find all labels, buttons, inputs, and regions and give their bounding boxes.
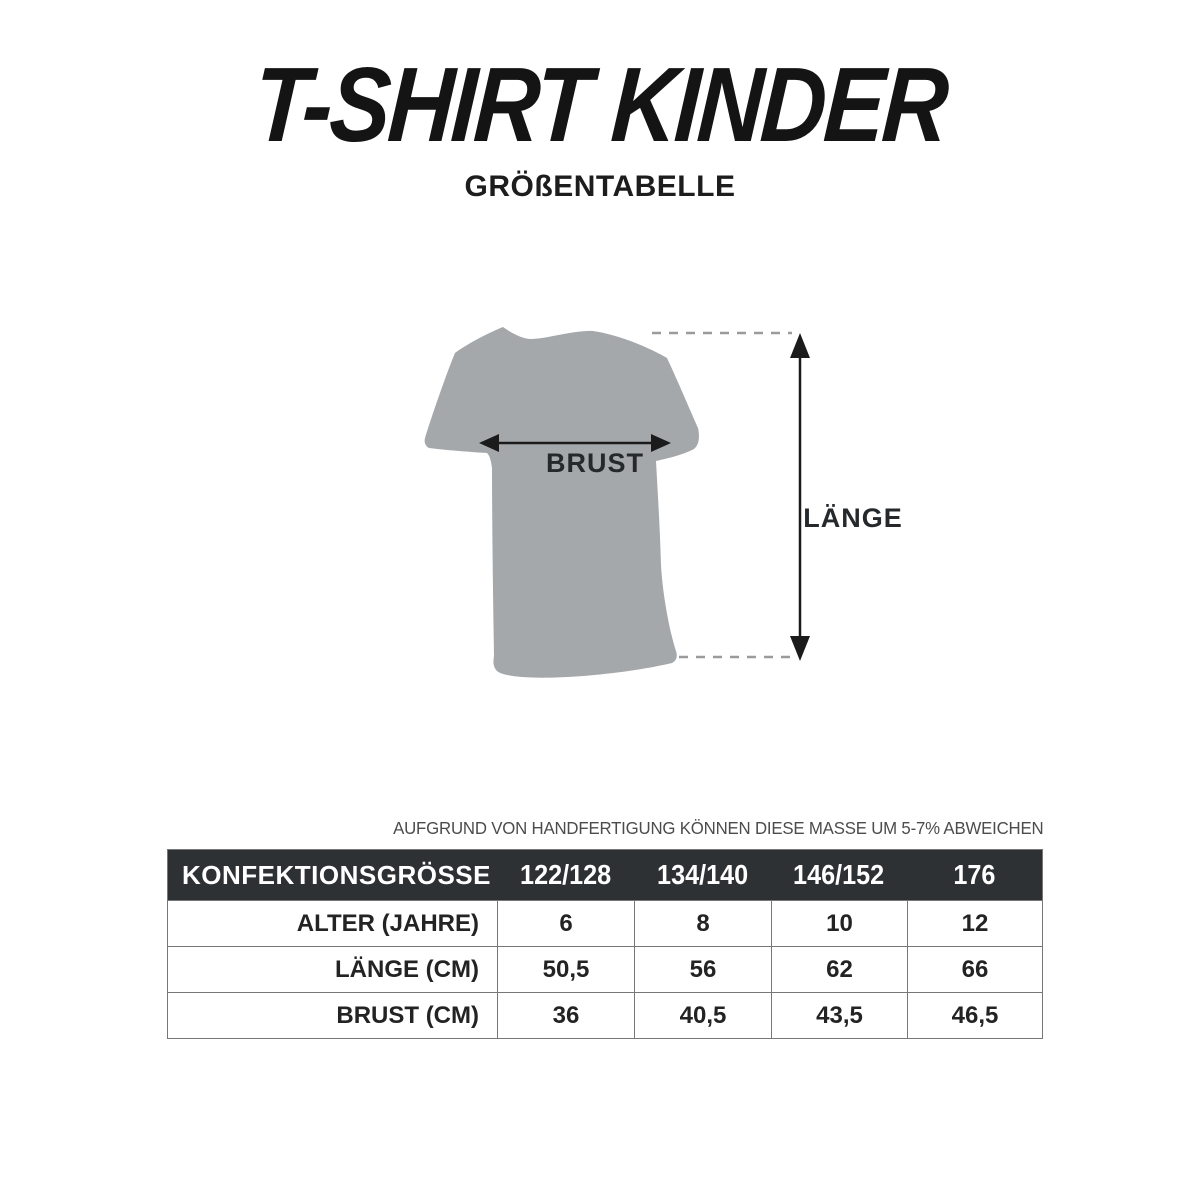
length-label: LÄNGE bbox=[803, 503, 903, 533]
length-arrow-icon bbox=[790, 333, 810, 661]
page-title-text: T-SHIRT KINDER bbox=[250, 46, 950, 164]
table-cell-chest-1: 36 bbox=[497, 992, 634, 1038]
tolerance-note bbox=[167, 818, 1043, 839]
table-cell-length-2: 56 bbox=[634, 946, 771, 992]
size-table-header-label: KONFEKTIONSGRÖSSE bbox=[168, 850, 497, 900]
tshirt-silhouette-icon bbox=[425, 327, 699, 678]
table-cell-chest-3: 43,5 bbox=[771, 992, 907, 1038]
table-cell-age-4: 12 bbox=[907, 900, 1042, 946]
size-table-header-col1: 122/128 bbox=[497, 850, 634, 900]
tolerance-note-text: AUFGRUND VON HANDFERTIGUNG KÖNNEN DIESE MASSE UM 5-7% ABWEICHEN bbox=[392, 818, 1043, 838]
size-table-header-col3: 146/152 bbox=[771, 850, 907, 900]
table-cell-age-1: 6 bbox=[497, 900, 634, 946]
table-cell-length-1: 50,5 bbox=[497, 946, 634, 992]
table-row-label-chest: BRUST (CM) bbox=[168, 992, 497, 1038]
table-cell-chest-2: 40,5 bbox=[634, 992, 771, 1038]
table-cell-length-3: 62 bbox=[771, 946, 907, 992]
size-table bbox=[167, 849, 1043, 1039]
size-table-header-col2: 134/140 bbox=[634, 850, 771, 900]
size-table-header-col4: 176 bbox=[907, 850, 1042, 900]
table-row-label-age: ALTER (JAHRE) bbox=[168, 900, 497, 946]
table-cell-chest-4: 46,5 bbox=[907, 992, 1042, 1038]
tshirt-measurement-diagram bbox=[380, 300, 920, 700]
page-title bbox=[0, 46, 1200, 164]
table-cell-age-2: 8 bbox=[634, 900, 771, 946]
table-cell-length-4: 66 bbox=[907, 946, 1042, 992]
table-row-label-length: LÄNGE (CM) bbox=[168, 946, 497, 992]
table-cell-age-3: 10 bbox=[771, 900, 907, 946]
page-subtitle: GRÖßENTABELLE bbox=[464, 170, 736, 203]
chest-label: BRUST bbox=[546, 448, 644, 478]
